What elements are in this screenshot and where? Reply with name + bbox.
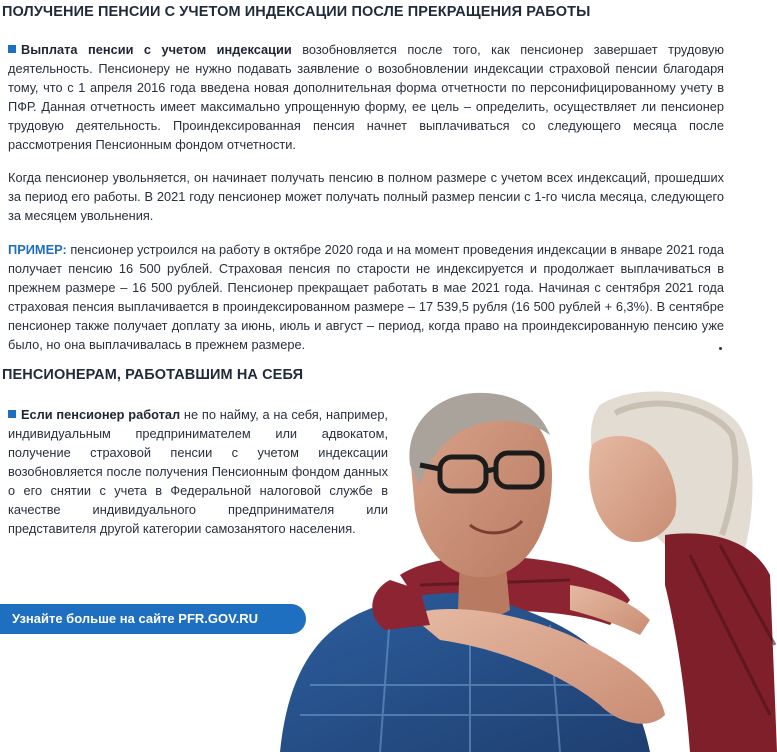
scan-speck bbox=[719, 347, 722, 350]
paragraph-example bbox=[8, 240, 724, 354]
paragraph-body: не по найму, а на себя, например, индивидуальным предпринимателем или адвокатом, получение страховой пенсии с учетом индексации возобновляется после получения Пенсионным фондом данных о его снятии с учета в Федеральной налоговой службе в качестве индивидуального предпринимателя или представителя другой категории самозанятого населения. bbox=[8, 407, 388, 536]
section-heading-indexation: ПОЛУЧЕНИЕ ПЕНСИИ С УЧЕТОМ ИНДЕКСАЦИИ ПОСЛЕ ПРЕКРАЩЕНИЯ РАБОТЫ bbox=[2, 4, 591, 20]
paragraph-lead: Выплата пенсии с учетом индексации bbox=[21, 42, 292, 57]
bullet-square-icon bbox=[8, 45, 16, 53]
paragraph-body: возобновляется после того, как пенсионер завершает трудовую деятельность. Пенсионеру не нужно подавать заявление о возобновлении индексации страховой пенсии благодаря тому, что с 1 апреля 2016 года введена новая дополнительная форма отчетности по персонифицированному учету в ПФР. Данная отчетность имеет максимально упрощенную форму, ее цель – определить, осуществляет ли пенсионер трудовую деятельность. Проиндексированная пенсия начнет выплачиваться со следующего месяца после рассмотрения Пенсионным фондом отчетности. bbox=[8, 42, 724, 152]
paragraph-lead: Если пенсионер работал bbox=[21, 407, 181, 422]
example-label: ПРИМЕР: bbox=[8, 242, 67, 257]
paragraph-indexation-resume bbox=[8, 40, 724, 154]
paragraph-dismissal: Когда пенсионер увольняется, он начинает получать пенсию в полном размере с учетом всех индексаций, прошедших за период его работы. В 2021 году пенсионер может получать полный размер пенсии с 1-го числа месяца, следующего за месяцем увольнения. bbox=[8, 170, 724, 223]
section-heading-self-employed: ПЕНСИОНЕРАМ, РАБОТАВШИМ НА СЕБЯ bbox=[2, 367, 304, 383]
learn-more-link[interactable]: Узнайте больше на сайте PFR.GOV.RU bbox=[0, 604, 306, 634]
paragraph-body: пенсионер устроился на работу в октябре 2020 года и на момент проведения индексации в январе 2021 года получает пенсию 16 500 рублей. Страховая пенсия по старости не индексируется и продолжает выплачиваться в прежнем размере – 16 500 рублей. Пенсионер прекращает работать в мае 2021 года. Начиная с сентября 2021 года страховая пенсия выплачивается в проиндексированном размере – 17 539,5 рубля (16 500 рублей + 6,3%). В сентябре пенсионер также получает доплату за июнь, июль и август – период, когда право на проиндексированную пенсию уже было, но она выплачивалась в прежнем размере. bbox=[8, 242, 724, 352]
bullet-square-icon bbox=[8, 410, 16, 418]
elderly-couple-photo bbox=[270, 385, 777, 752]
